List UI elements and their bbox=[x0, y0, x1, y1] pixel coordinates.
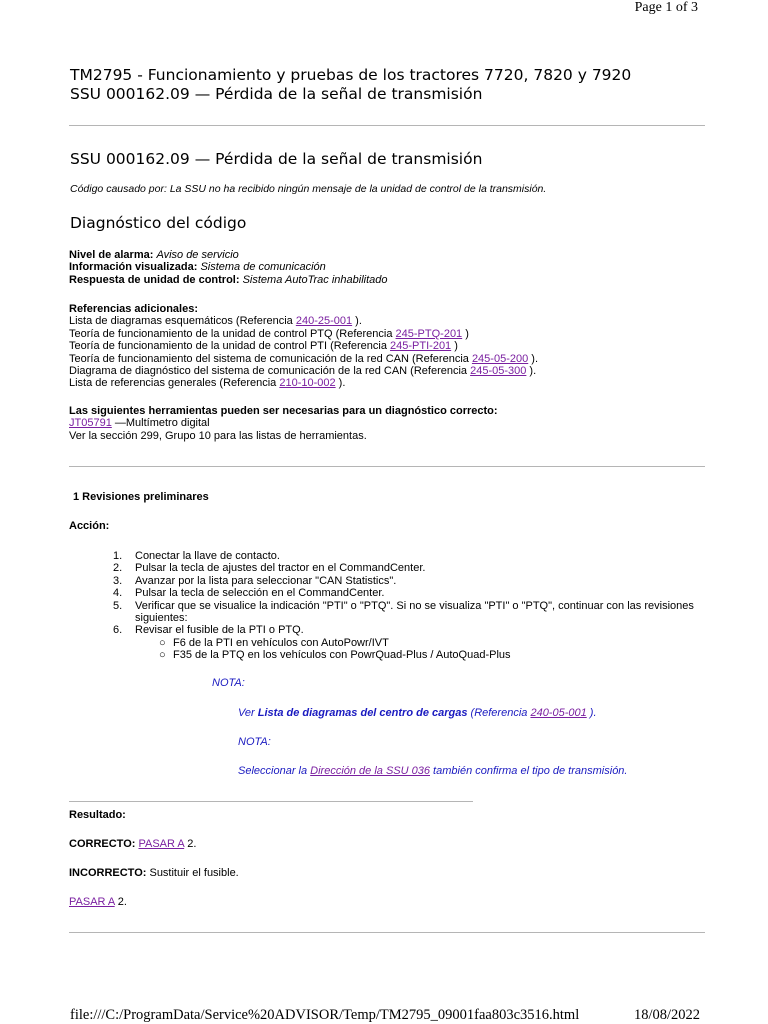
reference-link[interactable]: 245-05-200 bbox=[471, 352, 529, 365]
title-line-1: TM2795 - Funcionamiento y pruebas de los tractores 7720, 7820 y 7920 bbox=[70, 66, 632, 84]
reference-link[interactable]: 210-10-002 bbox=[279, 377, 336, 390]
reference-item: Diagrama de diagnóstico del sistema de comunicación de la red CAN (Referencia 245-05-300 ). bbox=[69, 365, 537, 378]
step-item: 2. Pulsar la tecla de ajustes del tractor en el CommandCenter. bbox=[113, 562, 426, 575]
step-item: 3. Avanzar por la lista para seleccionar "CAN Statistics". bbox=[113, 574, 397, 587]
step-item: 6. Revisar el fusible de la PTI o PTQ. bbox=[113, 624, 304, 637]
result-incorrect: INCORRECTO: Sustituir el fusible. bbox=[69, 867, 239, 879]
note-body: Seleccionar la Dirección de la SSU 036 también confirma el tipo de transmisión. bbox=[238, 765, 628, 777]
alarm-label: Nivel de alarma: bbox=[69, 249, 154, 261]
tools-section bbox=[69, 405, 498, 442]
page-number: Page 1 of 3 bbox=[634, 0, 698, 15]
reference-item: Lista de diagramas esquemáticos (Referencia 240-25-001 ). bbox=[69, 315, 362, 328]
step-item: 1. Conectar la llave de contacto. bbox=[113, 550, 280, 562]
ssu-direction-link[interactable]: Dirección de la SSU 036 bbox=[310, 765, 430, 777]
tools-heading: Las siguientes herramientas pueden ser necesarias para un diagnóstico correcto: bbox=[69, 405, 498, 417]
print-date: 18/08/2022 bbox=[633, 1007, 700, 1023]
action-label: Acción: bbox=[69, 520, 110, 532]
alarm-value: Aviso de servicio bbox=[156, 249, 239, 261]
references-heading: Referencias adicionales: bbox=[69, 303, 199, 315]
reference-link[interactable]: 245-PTQ-201 bbox=[395, 327, 463, 340]
section-heading: SSU 000162.09 — Pérdida de la señal de transmisión bbox=[70, 150, 483, 168]
response-label: Respuesta de unidad de control: bbox=[69, 273, 240, 286]
step-heading: 1 Revisiones preliminares bbox=[73, 491, 209, 503]
divider bbox=[69, 466, 705, 467]
bullet-circle-icon: ○ bbox=[159, 636, 166, 649]
note-body: Ver Lista de diagramas del centro de cargas (Referencia 240-05-001 ). bbox=[238, 707, 597, 719]
info-value: Sistema de comunicación bbox=[200, 261, 326, 274]
reference-link[interactable]: 240-05-001 bbox=[530, 707, 587, 719]
divider bbox=[69, 125, 705, 126]
file-path: file:///C:/ProgramData/Service%20ADVISOR/Temp/TM2795_09001faa803c3516.html bbox=[70, 1007, 580, 1023]
sub-item: ○ F6 de la PTI en vehículos con AutoPowr/IVT bbox=[159, 636, 389, 649]
footer bbox=[70, 1007, 700, 1024]
reference-item: Teoría de funcionamiento de la unidad de control PTQ (Referencia 245-PTQ-201 ) bbox=[69, 327, 469, 340]
result-label: Resultado: bbox=[69, 809, 126, 821]
tools-note: Ver la sección 299, Grupo 10 para las listas de herramientas. bbox=[69, 429, 367, 442]
sub-item: ○ F35 de la PTQ en los vehículos con PowrQuad-Plus / AutoQuad-Plus bbox=[159, 649, 511, 662]
note-label: NOTA: bbox=[238, 736, 271, 748]
tool-description: —Multímetro digital bbox=[111, 417, 210, 430]
reference-item: Lista de referencias generales (Referencia 210-10-002 ). bbox=[69, 377, 346, 390]
goto-link[interactable]: PASAR A bbox=[138, 838, 185, 850]
reference-link[interactable]: 245-PTI-201 bbox=[390, 340, 452, 353]
result-goto: PASAR A 2. bbox=[69, 896, 127, 908]
reference-link[interactable]: 245-05-300 bbox=[470, 365, 527, 378]
bullet-circle-icon: ○ bbox=[159, 649, 166, 662]
tool-link[interactable]: JT05791 bbox=[69, 417, 112, 430]
note-label: NOTA: bbox=[212, 677, 245, 689]
action-steps bbox=[69, 550, 709, 662]
step-item: 4. Pulsar la tecla de selección en el CommandCenter. bbox=[113, 587, 385, 600]
document-title bbox=[70, 66, 710, 104]
response-value: Sistema AutoTrac inhabilitado bbox=[242, 273, 388, 286]
result-correct: CORRECTO: PASAR A 2. bbox=[69, 838, 197, 850]
diagnostic-heading: Diagnóstico del código bbox=[70, 214, 247, 232]
divider bbox=[69, 932, 705, 933]
additional-references bbox=[69, 303, 538, 390]
reference-link[interactable]: 240-25-001 bbox=[295, 315, 353, 328]
info-label: Información visualizada: bbox=[69, 261, 198, 274]
diagnostic-info bbox=[69, 249, 388, 286]
divider bbox=[69, 801, 473, 802]
title-line-2: SSU 000162.09 — Pérdida de la señal de transmisión bbox=[70, 85, 483, 103]
reference-item: Teoría de funcionamiento de la unidad de control PTI (Referencia 245-PTI-201 ) bbox=[69, 340, 458, 353]
step-item: 5. Verificar que se visualice la indicación "PTI" o "PTQ". Si no se visualiza "PTI" o "PTQ", continuar con las revisiones siguientes: bbox=[113, 599, 694, 625]
cause-text: Código causado por: La SSU no ha recibido ningún mensaje de la unidad de control de la transmisión. bbox=[70, 183, 547, 195]
goto-link[interactable]: PASAR A bbox=[69, 896, 115, 908]
note-bold-text: Lista de diagramas del centro de cargas bbox=[257, 707, 468, 719]
reference-item: Teoría de funcionamiento del sistema de comunicación de la red CAN (Referencia 245-05-200 ). bbox=[69, 352, 538, 365]
